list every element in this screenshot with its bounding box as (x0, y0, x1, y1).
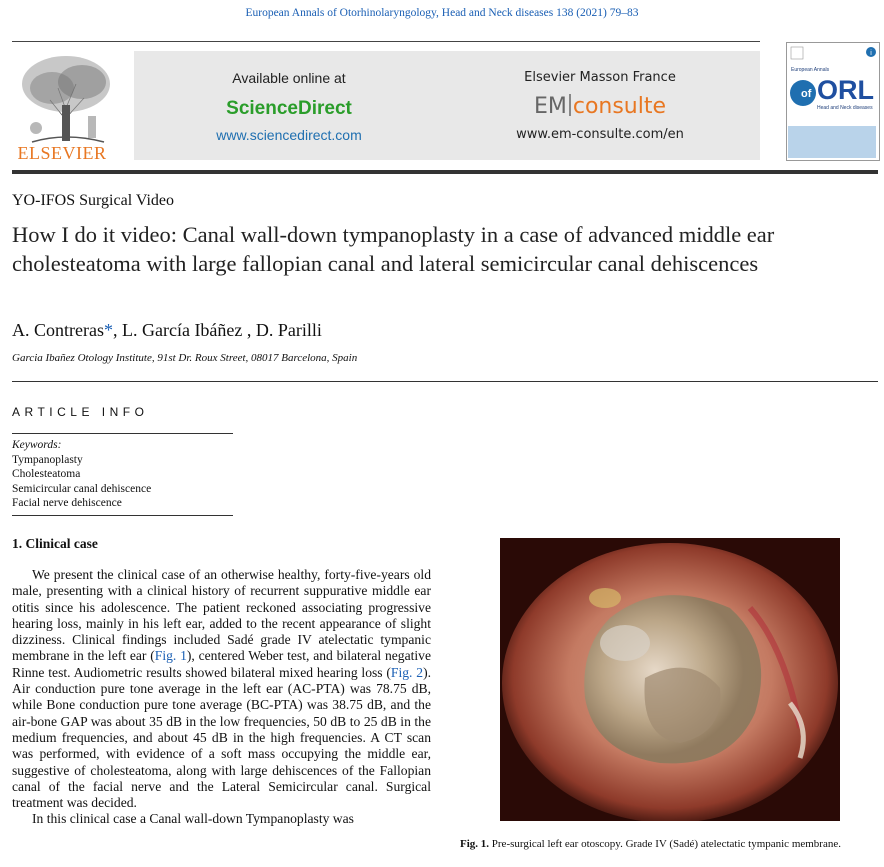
other-authors[interactable]: , L. García Ibáñez , D. Parilli (112, 320, 322, 340)
keyword: Facial nerve dehiscence (12, 497, 122, 509)
em-consulte-link[interactable]: www.em-consulte.com/en (516, 127, 684, 142)
publisher-label: Elsevier Masson France (524, 70, 676, 85)
keywords-top-rule (12, 433, 233, 434)
otoscopy-image (500, 538, 840, 821)
article-title: How I do it video: Canal wall-down tympanoplasty in a case of advanced middle ear cholesteatoma with large fallopian canal and lateral semicircular canal dehiscences (12, 222, 775, 276)
em-divider (569, 94, 571, 116)
keyword: Semicircular canal dehiscence (12, 482, 152, 495)
section-type: YO-IFOS Surgical Video (12, 192, 174, 209)
title-rule (12, 381, 878, 382)
header-rule (12, 41, 760, 42)
section-heading: 1. Clinical case (12, 536, 98, 551)
affiliation: Garcia Ibañez Otology Institute, 91st Dr. Roux Street, 08017 Barcelona, Spain (12, 352, 358, 364)
article-info-heading: ARTICLE INFO (12, 405, 149, 419)
em-consulte-logo[interactable] (460, 94, 740, 119)
keyword: Cholesteatoma (12, 468, 81, 480)
corresponding-author-mark[interactable]: * (103, 320, 113, 340)
journal-citation[interactable]: European Annals of Otorhinolaryngology, Head and Neck diseases 138 (2021) 79–83 (245, 7, 639, 19)
keywords-bottom-rule (12, 515, 233, 516)
paragraph-text: ), centered Weber test, and bilateral negative Rinne test. Audiometric results showed bilateral mixed hearing loss ( (12, 648, 431, 680)
svg-text:i: i (870, 50, 872, 57)
cover-band (788, 126, 876, 158)
paragraph (12, 567, 431, 811)
author-contreras[interactable]: A. Contreras (12, 320, 104, 340)
figure-caption (460, 837, 880, 851)
author-list (12, 320, 322, 341)
fig2-link[interactable]: Fig. 2 (390, 664, 424, 680)
elsevier-wordmark: ELSEVIER (17, 143, 107, 163)
sciencedirect-logo[interactable]: ScienceDirect (226, 98, 352, 119)
sciencedirect-link[interactable]: www.sciencedirect.com (216, 127, 362, 143)
otoscopy-illustration (500, 538, 840, 821)
body-text (12, 567, 431, 828)
keyword: Tympanoplasty (12, 453, 83, 466)
paragraph-text: In this clinical case a Canal wall-down Tympanoplasty was (32, 811, 354, 827)
consulte-text: consulte (572, 94, 667, 119)
cover-subtitle: Head and Neck diseases (817, 105, 873, 111)
em-text: EM (533, 94, 567, 119)
paragraph (12, 811, 431, 827)
cover-journal-name: European Annals (791, 67, 830, 73)
header-thick-rule (12, 170, 878, 174)
available-online-label: Available online at (232, 70, 346, 86)
svg-text:of: of (801, 88, 812, 100)
keywords-block (12, 438, 151, 511)
figure-label: Fig. 1. (460, 838, 490, 850)
fig1-link[interactable]: Fig. 1 (154, 648, 187, 664)
paragraph-text: ). Air conduction pure tone average in the left ear (AC-PTA) was 78.75 dB, while Bone conduction pure tone average (BC-PTA) was 38.75 dB, and the air-bone GAP was about 35 dB in the low frequencies, 50 dB to 25 dB in the medium frequencies, and about 45 dB in the high frequencies. A CT scan was performed, with evidence of a soft mass occupying the middle ear, suggestive of cholesteatoma, along with large dehiscences of the Fallopian canal of the facial nerve and the Lateral Semicircular canal. Surgical treatment was decided. (12, 664, 431, 811)
keywords-label: Keywords: (12, 439, 62, 451)
cover-title: ORL (817, 75, 874, 105)
figure-caption-text: Pre-surgical left ear otoscopy. Grade IV (Sadé) atelectatic tympanic membrane. (491, 838, 841, 850)
paragraph-text: We present the clinical case of an otherwise healthy, forty-five-years old male, presenting with a clinical history of recurrent suppurative middle ear otitis since his adolescence. The patient reckoned associating progressive hearing loss, mainly in his left ear, added to the recent appearance of slight dizziness. Clinical findings included Sadé grade IV atelectatic tympanic membrane in the left ear ( (12, 567, 431, 664)
